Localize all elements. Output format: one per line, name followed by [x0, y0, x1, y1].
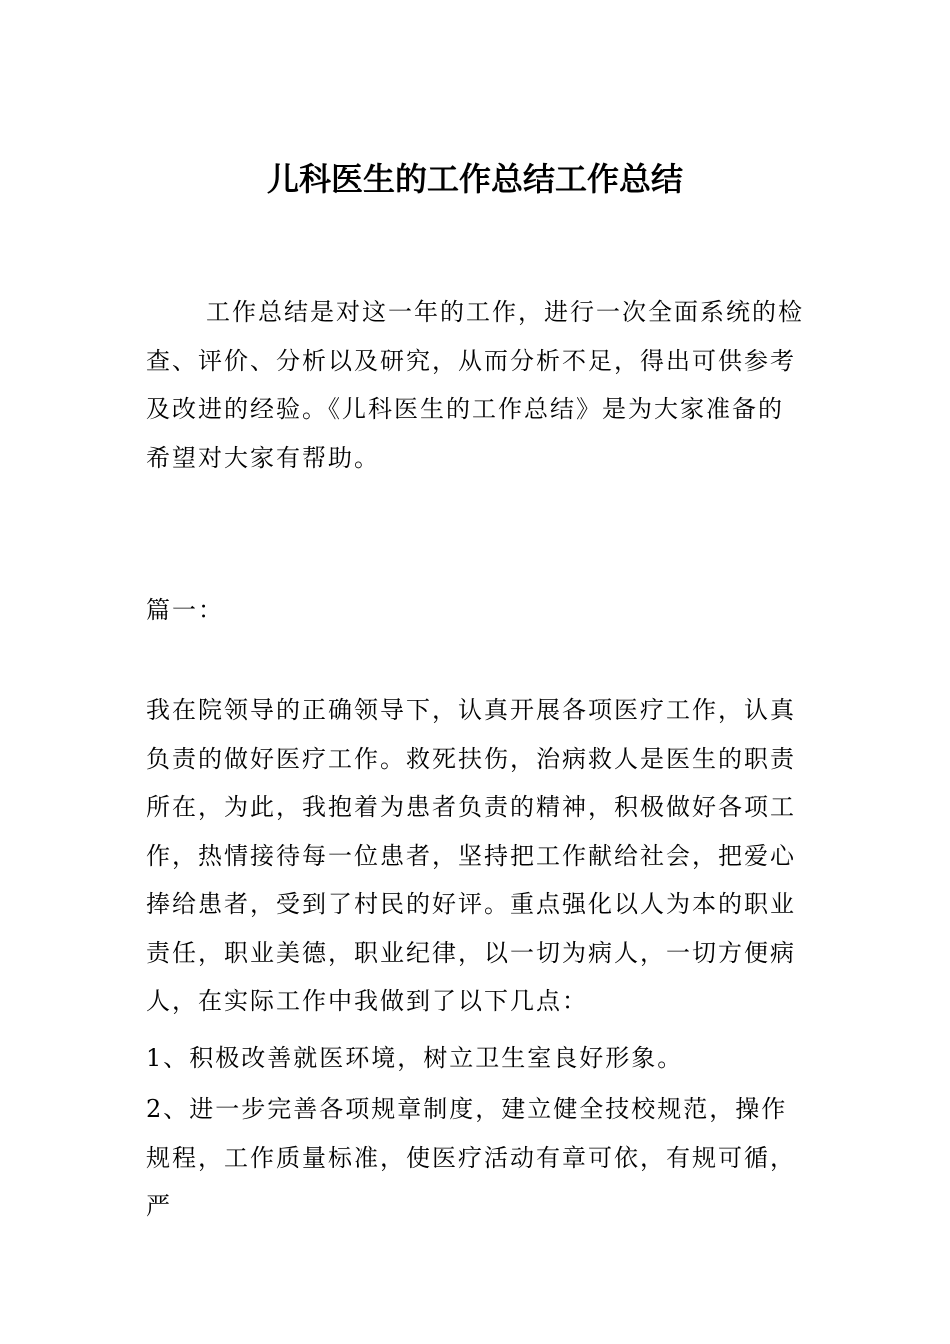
body-paragraph: 我在院领导的正确领导下，认真开展各项医疗工作，认真负责的做好医疗工作。救死扶伤，治病救人是医生的职责所在，为此，我抱着为患者负责的精神，积极做好各项工作，热情接待每一位患者，坚持把工作献给社会，把爱心捧给患者，受到了村民的好评。重点强化以人为本的职业责任，职业美德，职业纪律，以一切为病人，一切方便病人，在实际工作中我做到了以下几点：	[146, 696, 796, 1015]
section-heading: 篇一：	[146, 596, 224, 624]
document-title: 儿科医生的工作总结工作总结	[266, 160, 683, 198]
intro-paragraph: 工作总结是对这一年的工作，进行一次全面系统的检查、评价、分析以及研究，从而分析不足，得出可供参考及改进的经验。《儿科医生的工作总结》是为大家准备的希望对大家有帮助。	[146, 298, 804, 472]
list-item: 1、积极改善就医环境，树立卫生室良好形象。	[146, 1044, 684, 1072]
list-item: 2、进一步完善各项规章制度，建立健全技校规范，操作规程，工作质量标准，使医疗活动有章可依，有规可循，严	[146, 1095, 796, 1220]
